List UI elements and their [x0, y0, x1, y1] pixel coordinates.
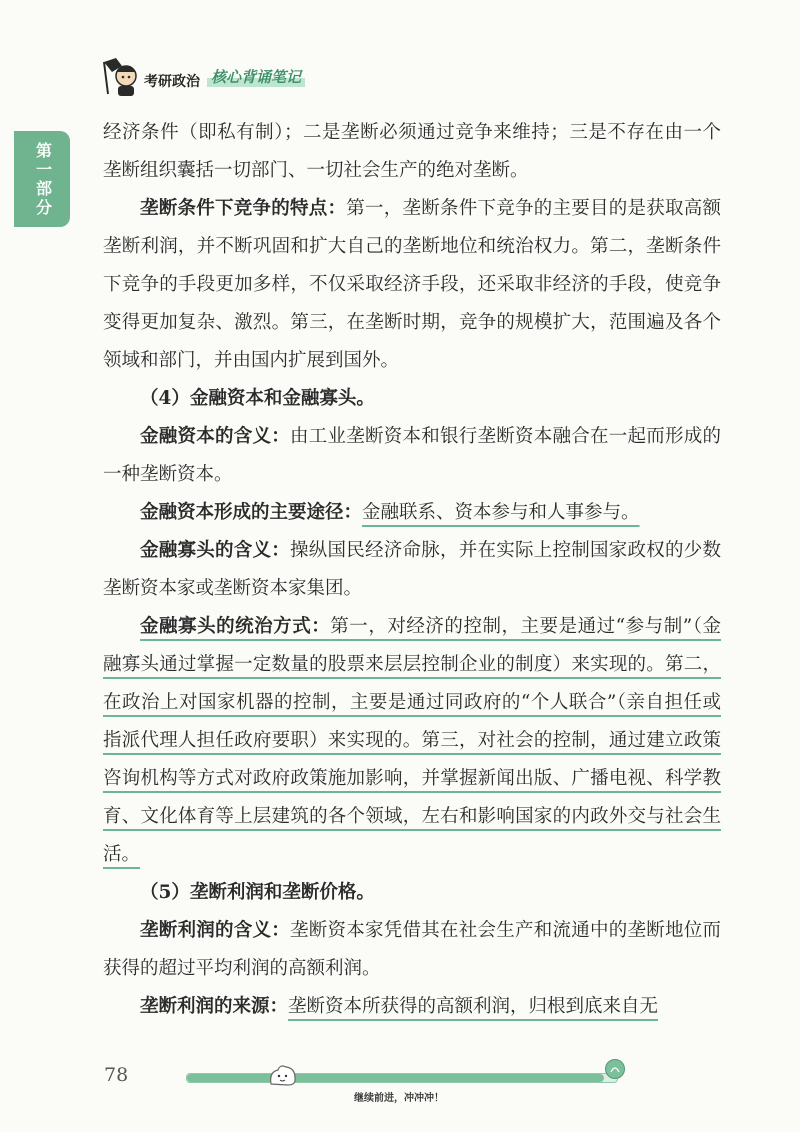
paragraph-financial-capital-paths: [103, 494, 721, 532]
term-text: 由工业垄断资本和银行垄断资本融合在一起而形成的一种垄断资本。: [103, 426, 721, 485]
header-subtitle: 核心背诵笔记: [207, 66, 305, 87]
section-side-tab-label: 第一部分: [35, 141, 52, 217]
paragraph-1: 经济条件（即私有制）；二是垄断必须通过竞争来维持；三是不存在由一个垄断组织囊括一切部门、一切社会生产的绝对垄断。: [103, 122, 721, 181]
term-text: 操纵国民经济命脉，并在实际上控制国家政权的少数垄断资本家或垄断资本家集团。: [103, 540, 721, 599]
header-title: 考研政治: [144, 74, 200, 90]
term-label: 垄断利润的来源：: [140, 996, 289, 1017]
term-text-underlined: 垄断资本所获得的高额利润，归根到底来自无: [288, 996, 659, 1017]
mascot-blob-icon: [268, 1062, 298, 1088]
term-text-underlined: 第一，对经济的控制，主要是通过“参与制”（金融寡头通过掌握一定数量的股票来层层控制企业的制度）来实现的。第二，在政治上对国家机器的控制，主要是通过同政府的“个人联合”（亲自担任或指派代理人担任政府要职）来实现的。第三，对社会的控制，通过建立政策咨询机构等方式对政府政策施加影响，并掌握新闻出版、广播电视、科学教育、文化体育等上层建筑的各个领域，左右和影响国家的内政外交与社会生活。: [103, 616, 721, 865]
term-label: 金融寡头的含义：: [140, 540, 290, 561]
reading-progress-bar: [186, 1066, 626, 1086]
section-side-tab: [14, 131, 70, 227]
term-label: 金融资本的含义：: [140, 426, 290, 447]
term-label: 垄断利润的含义：: [140, 920, 290, 941]
term-text: 垄断资本家凭借其在社会生产和流通中的垄断地位而获得的超过平均利润的高额利润。: [103, 920, 721, 979]
term-label: 金融资本形成的主要途径：: [140, 502, 363, 523]
progress-end-flag-icon: [604, 1058, 626, 1080]
term-text-underlined: 金融联系、资本参与和人事参与。: [362, 502, 640, 523]
section-heading-4: （4）金融资本和金融寡头。: [140, 388, 375, 409]
paragraph-financial-capital-definition: [103, 418, 721, 494]
paragraph-oligarchy-rule: [103, 608, 721, 874]
term-label: 垄断条件下竞争的特点：: [140, 198, 347, 219]
paragraph-monopoly-profit-definition: [103, 912, 721, 988]
page-header: [100, 54, 340, 98]
page-number: 78: [104, 1064, 129, 1086]
term-text: 第一，垄断条件下竞争的主要目的是获取高额垄断利润，并不断巩固和扩大自己的垄断地位和统治权力。第二，垄断条件下竞争的手段更加多样，不仅采取经济手段，还采取非经济的手段，使竞争变得更加复杂、激烈。第三，在垄断时期，竞争的规模扩大，范围遍及各个领域和部门，并由国内扩展到国外。: [103, 198, 721, 371]
paragraph-competition-features: [103, 190, 721, 380]
footer-slogan: 继续前进，冲冲冲！: [354, 1093, 444, 1104]
paragraph-monopoly-profit-source: [103, 988, 721, 1026]
term-label: 金融寡头的统治方式：: [140, 616, 331, 637]
section-heading-5: （5）垄断利润和垄断价格。: [140, 882, 375, 903]
progress-fill: [187, 1074, 604, 1082]
mascot-icon: [100, 54, 140, 98]
paragraph-oligarchy-definition: [103, 532, 721, 608]
page-content: [103, 114, 721, 1026]
